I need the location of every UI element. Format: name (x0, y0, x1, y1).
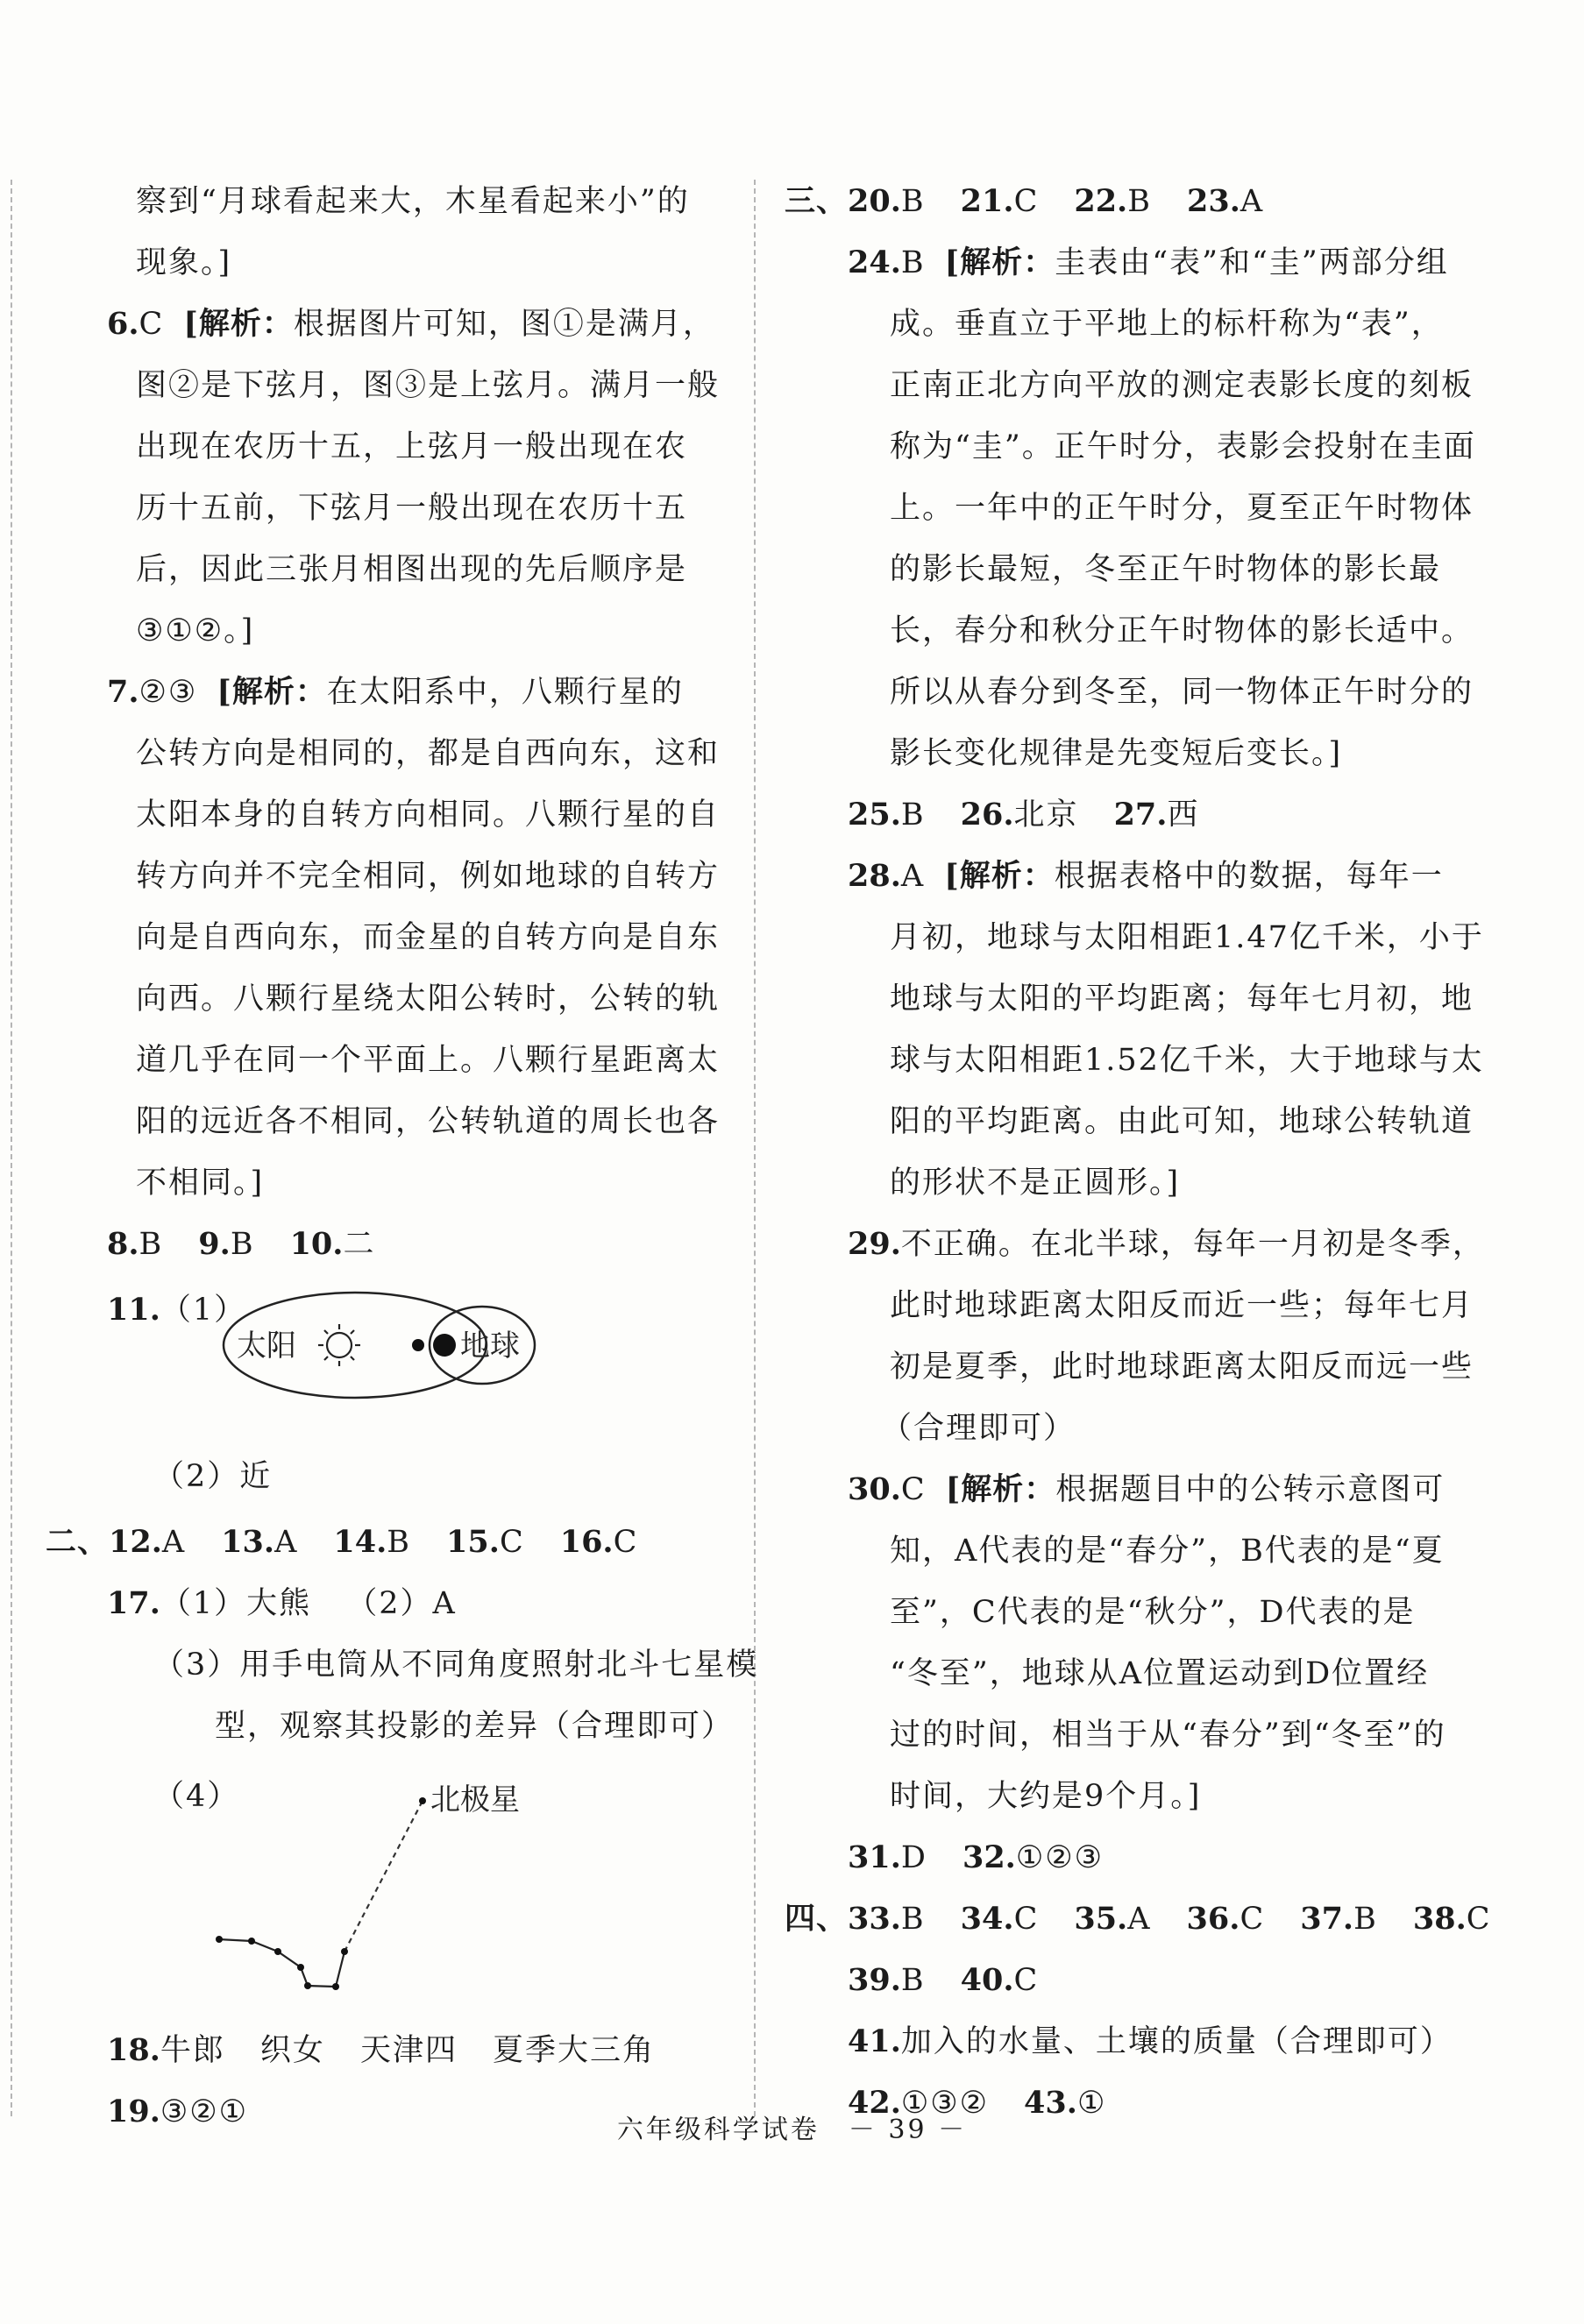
question-28: 28.A [解析：根据表格中的数据，每年一 (848, 858, 1444, 894)
question-19: 19.③②① (107, 2094, 249, 2129)
text-line: 称为“圭”。正午时分，表影会投射在圭面 (890, 429, 1476, 464)
question-11: 11.（1） (107, 1292, 247, 1328)
question-29: 29.不正确。在北半球，每年一月初是冬季， (848, 1226, 1485, 1262)
question-41: 41.加入的水量、土壤的质量（合理即可） (848, 2023, 1453, 2059)
answer-row-31-32: 31.D 32.①②③ (848, 1839, 1105, 1875)
question-30: 30.C [解析：根据题目中的公转示意图可 (848, 1471, 1445, 1507)
text-line: 初是夏季，此时地球距离太阳反而远一些 (890, 1350, 1474, 1385)
text-line: 此时地球距离太阳反而近一些；每年七月 (890, 1288, 1474, 1323)
star-dot (304, 1982, 311, 1989)
text-line: 公转方向是相同的，都是自西向东，这和 (136, 736, 721, 771)
polaris-dot (419, 1797, 426, 1804)
polaris-label: 北极星 (430, 1782, 520, 1817)
text-line: 影长变化规律是先变短后变长。] (890, 736, 1343, 771)
text-line: 球与太阳相距1.52亿千米，大于地球与太 (890, 1043, 1484, 1078)
text-line: 出现在农历十五，上弦月一般出现在农 (136, 429, 688, 464)
question-24: 24.B [解析：圭表由“表”和“圭”两部分组 (848, 244, 1449, 280)
answer-row-33-38: 四、33.B 34.C 35.A 36.C 37.B 38.C (785, 1901, 1492, 1937)
question-7: 7.②③ [解析：在太阳系中，八颗行星的 (107, 674, 684, 710)
answer-row-25-27: 25.B 26.北京 27.西 (848, 797, 1200, 833)
star-dot (332, 1983, 339, 1990)
star-dot (274, 1948, 281, 1955)
text-line: 的形状不是正圆形。] (890, 1166, 1181, 1201)
text-line: 知，A代表的是“春分”，B代表的是“夏 (890, 1534, 1445, 1569)
text-line: “冬至”，地球从A位置运动到D位置经 (890, 1656, 1430, 1691)
text-line: 历十五前，下弦月一般出现在农历十五 (136, 491, 688, 526)
star-dot (216, 1936, 223, 1943)
text-line: 太阳本身的自转方向相同。八颗行星的自 (136, 797, 721, 833)
text-line: 现象。] (136, 245, 232, 280)
text-line: 所以从春分到冬至，同一物体正午时分的 (890, 675, 1474, 710)
text-line: 转方向并不完全相同，例如地球的自转方 (136, 859, 721, 894)
text-line: （合理即可） (881, 1411, 1076, 1446)
sun-label: 太阳 (237, 1329, 296, 1364)
text-line: 成。垂直立于平地上的标杆称为“表”， (890, 307, 1444, 342)
text-line: 过的时间，相当于从“春分”到“冬至”的 (890, 1718, 1446, 1753)
question-18: 18.牛郎 织女 天津四 夏季大三角 (107, 2032, 655, 2068)
text-line: （3）用手电筒从不同角度照射北斗七星模 (153, 1647, 759, 1683)
answer-row-12-16: 二、12.A 13.A 14.B 15.C 16.C (46, 1524, 639, 1560)
text-line: 时间，大约是9个月。] (890, 1779, 1202, 1814)
text-line: 向西。八颗行星绕太阳公转时，公转的轨 (136, 981, 721, 1017)
text-line: 长，春分和秋分正午时物体的影长适中。 (890, 613, 1474, 648)
text-line: 后，因此三张月相图出现的先后顺序是 (136, 552, 688, 587)
text-line: 图②是下弦月，图③是上弦月。满月一般 (136, 368, 721, 403)
dipper-line (219, 1939, 345, 1987)
earth-position-dot-small (412, 1339, 424, 1351)
text-line: 阳的远近各不相同，公转轨道的周长也各 (136, 1104, 721, 1139)
column-divider (754, 180, 756, 2116)
text-line: 察到“月球看起来大，木星看起来小”的 (136, 184, 690, 219)
earth-icon (433, 1334, 456, 1357)
earth-label: 地球 (460, 1329, 520, 1364)
sun-icon (318, 1324, 360, 1366)
star-dot (297, 1964, 304, 1971)
star-dot (341, 1948, 348, 1955)
text-line: 至”，C代表的是“秋分”，D代表的是 (890, 1595, 1416, 1630)
big-dipper-diagram (197, 1766, 565, 2007)
text-line: 的影长最短，冬至正午时物体的影长最 (890, 552, 1442, 587)
text-line: 道几乎在同一个平面上。八颗行星距离太 (136, 1043, 721, 1078)
answer-row-8-10: 8.B 9.B 10.二 (107, 1226, 376, 1262)
text-line: 地球与太阳的平均距离；每年七月初，地 (890, 981, 1474, 1017)
text-line: 正南正北方向平放的测定表影长度的刻板 (890, 368, 1474, 403)
text-line: 向是自西向东，而金星的自转方向是自东 (136, 920, 721, 955)
text-line: ③①②。] (136, 613, 255, 648)
star-dot (248, 1938, 255, 1945)
text-line: 上。一年中的正午时分，夏至正午时物体 (890, 491, 1474, 526)
text-line: 型，观察其投影的差异（合理即可） (215, 1709, 735, 1744)
pointer-line (345, 1801, 423, 1952)
question-6: 6.C [解析：根据图片可知，图①是满月， (107, 306, 715, 342)
answer-row-39-40: 39.B 40.C (848, 1962, 1040, 1998)
text-line: 不相同。] (136, 1166, 265, 1201)
text-line: 阳的平均距离。由此可知，地球公转轨道 (890, 1104, 1474, 1139)
text-line: （2）近 (153, 1459, 273, 1494)
answer-row-42-43: 42.①③② 43.① (848, 2085, 1107, 2121)
text-line: （4） (153, 1779, 240, 1814)
page-footer: 六年级科学试卷 － 39 － (616, 2115, 968, 2145)
text-line: 月初，地球与太阳相距1.47亿千米，小于 (890, 920, 1484, 955)
question-17: 17.（1）大熊 （2）A (107, 1585, 457, 1621)
sun-earth-diagram (215, 1284, 552, 1406)
answer-row-20-23: 三、20.B 21.C 22.B 23.A (785, 183, 1265, 219)
left-margin-line (11, 180, 12, 2116)
